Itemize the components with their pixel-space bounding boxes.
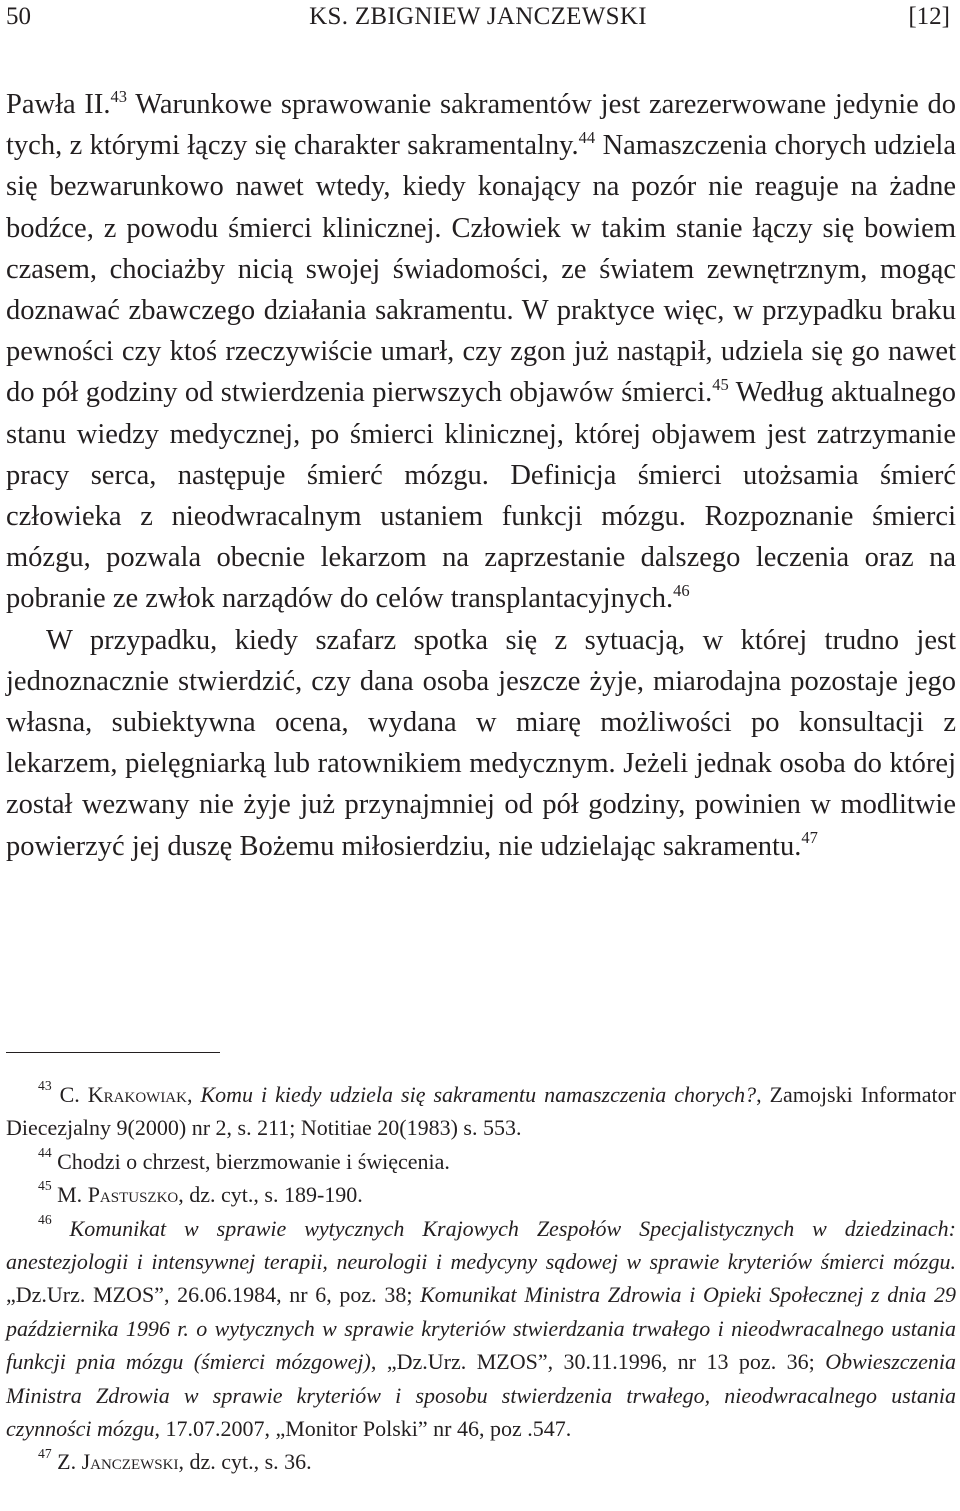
footnote-text: Z. bbox=[51, 1449, 82, 1475]
paragraph-1-text: Pawła II. bbox=[6, 89, 111, 120]
footnote-47 bbox=[6, 1445, 956, 1478]
footnote-text: , dz. cyt., s. 189-190. bbox=[178, 1182, 363, 1208]
footnote-number: 44 bbox=[38, 1145, 52, 1161]
paragraph-1-text: Namaszczenia chorych udziela się bezwarunkowo nawet wtedy, kiedy konający na pozór nie reaguje na żadne bodźce, z powodu śmierci klinicznej. Człowiek w takim stanie łączy się bowiem czasem, chociażby nicią swojej świadomości, ze światem zewnętrznym, mogąc doznawać zbawczego działania sakramentu. W praktyce więc, w przypadku braku pewności czy ktoś rzeczywiście umarł, czy zgon już nastąpił, udziela się go nawet do pół godziny od stwierdzenia pierwszych objawów śmierci. bbox=[6, 130, 956, 409]
footnote-text: Chodzi o chrzest, bierzmowanie i święcenia. bbox=[51, 1148, 450, 1174]
footnote-title: Obwieszczenia Ministra Zdrowia w sprawie kryteriów i sposobu stwierdzenia trwałego, nieodwracalnego ustania czynności mózgu bbox=[6, 1349, 956, 1442]
footnote-text: , dz. cyt., s. 36. bbox=[178, 1449, 312, 1475]
footnote-text: , Zamojski Informator Diecezjalny 9(2000) nr 2, s. 211; Notitiae 20(1983) s. 553. bbox=[6, 1082, 956, 1141]
footnote-text: , 17.07.2007, „Monitor Polski” nr 46, poz .547. bbox=[154, 1416, 572, 1442]
footnote-text: , bbox=[186, 1082, 201, 1107]
paragraph-2-text: W przypadku, kiedy szafarz spotka się z sytuacją, w której trudno jest jednoznacznie stwierdzić, czy dana osoba jeszcze żyje, miarodajna pozostaje jego własna, subiektywna ocena, wydana w miarę możliwości po konsultacji z lekarzem, pielęgniarką lub ratownikiem medycznym. Jeżeli jednak osoba do której został wezwany nie żyje już przynajmniej od pół godziny, powinien w modlitwie powierzyć jej duszę Bożemu miłosierdziu, nie udzielając sakramentu. bbox=[6, 624, 956, 862]
page-number: 50 bbox=[6, 3, 31, 30]
footnote-44 bbox=[6, 1145, 956, 1178]
footnote-ref-43[interactable]: 43 bbox=[110, 86, 127, 106]
paragraph-1-text: Według aktualnego stanu wiedzy medycznej, po śmierci klinicznej, której objawem jest zatrzymanie pracy serca, następuje śmierć mózgu. Definicja śmierci utożsamia śmierć człowieka z nieodwracalnym ustaniem funkcji mózgu. Rozpoznanie śmierci mózgu, pozwala obecnie lekarzom na zaprzestanie dalszego leczenia oraz na pobranie ze zwłok narządów do celów transplantacyjnych. bbox=[6, 377, 956, 615]
footnote-number: 45 bbox=[38, 1178, 52, 1194]
footnote-number: 46 bbox=[38, 1211, 52, 1227]
footnote-author: Pastuszko bbox=[87, 1182, 179, 1208]
footnote-author: Janczewski bbox=[81, 1449, 179, 1475]
footnote-author: Krakowiak bbox=[87, 1082, 187, 1107]
footnote-text: C. bbox=[51, 1082, 88, 1107]
footnotes bbox=[6, 1078, 956, 1479]
footnote-ref-46[interactable]: 46 bbox=[673, 581, 690, 601]
footnote-ref-47[interactable]: 47 bbox=[801, 828, 818, 848]
footnote-45 bbox=[6, 1178, 956, 1211]
footnote-separator bbox=[6, 1052, 220, 1053]
footnote-46 bbox=[6, 1212, 956, 1446]
footnote-number: 43 bbox=[38, 1078, 52, 1094]
footnote-number: 47 bbox=[38, 1445, 52, 1461]
running-header-author: KS. ZBIGNIEW JANCZEWSKI bbox=[309, 3, 647, 30]
paragraph-1 bbox=[6, 84, 956, 620]
footnote-title: Komu i kiedy udziela się sakramentu namaszczenia chorych? bbox=[200, 1082, 757, 1107]
footnote-title: Komunikat Ministra Zdrowia i Opieki Społecznej z dnia 29 października 1996 r. o wytycznych w sprawie kryteriów stwierdzania trwałego i nieodwracalnego ustania funkcji pnia mózgu (śmierci mózgowej) bbox=[6, 1282, 956, 1375]
running-header-chapter: [12] bbox=[908, 3, 950, 30]
footnote-text: „Dz.Urz. MZOS”, 26.06.1984, nr 6, poz. 38; bbox=[6, 1282, 421, 1308]
footnote-ref-44[interactable]: 44 bbox=[578, 127, 596, 147]
footnote-ref-45[interactable]: 45 bbox=[712, 375, 729, 395]
footnote-43 bbox=[6, 1078, 956, 1145]
footnote-text: M. bbox=[51, 1182, 88, 1208]
footnote-text: , „Dz.Urz. MZOS”, 30.11.1996, nr 13 poz. 36; bbox=[370, 1349, 826, 1375]
running-header bbox=[6, 0, 950, 34]
footnote-title: Komunikat w sprawie wytycznych Krajowych Zespołów Specjalistycznych w dziedzinach: anestezjologii i intensywnej terapii, neurologii i medycyny sądowej w sprawie kryteriów śmierci mózgu. bbox=[6, 1215, 956, 1275]
paragraph-2 bbox=[6, 620, 956, 867]
paragraph-1-text: Warunkowe sprawowanie sakramentów jest zarezerwowane jedynie do tych, z którymi łączy się charakter sakramentalny. bbox=[6, 89, 956, 162]
main-text bbox=[6, 84, 956, 867]
